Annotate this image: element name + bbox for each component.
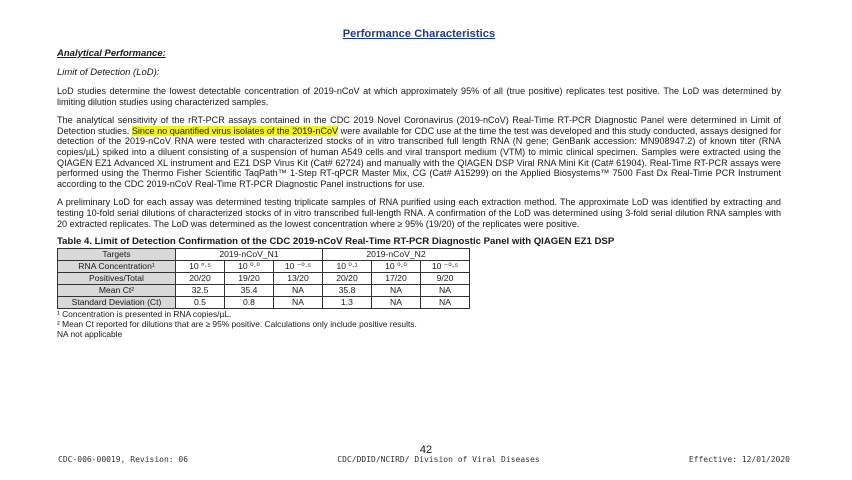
table-cell: 19/20 xyxy=(225,272,274,284)
footer-effective-date: Effective: 12/01/2020 xyxy=(688,455,790,464)
row-label: Mean Ct² xyxy=(58,284,176,296)
table-cell: 0.8 xyxy=(225,296,274,308)
table-cell: NA xyxy=(372,284,421,296)
paragraph-preliminary-lod: A preliminary LoD for each assay was determined testing triplicate samples of RNA purified using each extraction method. The approximate LoD was identified by extracting and testing 10-fold serial dilutions of characterized stocks of in vitro transcribed full-length RNA. A confirmation of the LoD was determined using 3-fold serial dilution RNA samples with 20 extracted replicates. The LoD was determined as the lowest concentration where ≥ 95% (19/20) of the replicates were positive. xyxy=(57,197,781,229)
page-title: Performance Characteristics xyxy=(342,28,496,40)
page-number: 42 xyxy=(419,444,433,456)
row-label: RNA Concentration¹ xyxy=(58,260,176,272)
subsection-heading-lod: Limit of Detection (LoD): xyxy=(57,67,160,78)
paragraph-text: The analytical sensitivity of the rRT-PCR assays contained in the CDC 2019 Novel Coronavirus (2019-nCoV) Real-Time RT-PCR Diagnostic Panel were determined in Limit of Detection studies. xyxy=(57,115,781,136)
table-cell: 35.8 xyxy=(323,284,372,296)
table-cell: 17/20 xyxy=(372,272,421,284)
table-cell: 10 ⁰·¹ xyxy=(323,260,372,272)
table-cell: 35.4 xyxy=(225,284,274,296)
footnote-mean-ct: ² Mean Ct reported for dilutions that are ≥ 95% positive. Calculations only include positive results. xyxy=(57,318,417,329)
paragraph-text: were available for CDC use at the time the test was developed and this study conducted, assays designed for detection of the 2019-nCoV RNA were tested with characterized stocks of in vitro transcribed full length RNA (N gene; GenBank accession: MN908947.2) of known titer (RNA copies/µL) spiked into a diluent consisting of a suspension of human A549 cells and viral transport medium (VTM) to mimic clinical specimen. Samples were extracted using the QIAGEN EZ1 Advanced XL instrument and EZ1 DSP Virus Kit (Cat# 62724) and manually with the QIAGEN DSP Viral RNA Mini Kit (Cat# 61904). Real-Time RT-PCR assays were performed using the Thermo Fisher Scientific TaqPath™ 1-Step RT-qPCR Master Mix, CG (Cat# A15299) on the Applied Biosystems™ 7500 Fast Dx Real-Time PCR Instrument according to the CDC 2019-nCoV Real-Time RT-PCR Diagnostic Panel instructions for use. xyxy=(57,125,781,189)
table-row xyxy=(58,260,470,272)
table-cell: NA xyxy=(274,296,323,308)
footnote-concentration: ¹ Concentration is presented in RNA copies/µL. xyxy=(57,308,232,319)
table-cell: 10 ⁻⁰·⁵ xyxy=(421,260,470,272)
highlighted-text: Since no quantified virus isolates of the 2019-nCoV xyxy=(131,125,339,136)
table-cell: 20/20 xyxy=(323,272,372,284)
paragraph-analytical-sensitivity xyxy=(57,115,781,189)
document-page xyxy=(57,28,781,339)
table-header-row xyxy=(58,248,470,260)
table-row xyxy=(58,296,470,308)
row-label: Positives/Total xyxy=(58,272,176,284)
footer-document-id: CDC-006-00019, Revision: 06 xyxy=(58,455,189,464)
section-heading-analytical: Analytical Performance: xyxy=(57,48,166,59)
row-label: Standard Deviation (Ct) xyxy=(58,296,176,308)
table-cell: 10 °·⁵ xyxy=(176,260,225,272)
table-cell: 13/20 xyxy=(274,272,323,284)
table-cell: 1.3 xyxy=(323,296,372,308)
table-cell: NA xyxy=(274,284,323,296)
table-cell: 0.5 xyxy=(176,296,225,308)
table-cell: 10 ⁰·⁰ xyxy=(225,260,274,272)
page-footer xyxy=(58,455,790,464)
table-cell: 20/20 xyxy=(176,272,225,284)
table-cell: NA xyxy=(421,296,470,308)
table-caption: Table 4. Limit of Detection Confirmation of the CDC 2019-nCoV Real-Time RT-PCR Diagnostic Panel with QIAGEN EZ1 DSP xyxy=(57,236,615,248)
paragraph-lod-definition: LoD studies determine the lowest detectable concentration of 2019-nCoV at which approximately 95% of all (true positive) replicates test positive. The LoD was determined by limiting dilution studies using characterized samples. xyxy=(57,86,781,107)
table-row xyxy=(58,272,470,284)
table-cell: 10 ⁻⁰·⁵ xyxy=(274,260,323,272)
table-row xyxy=(58,284,470,296)
table-cell: 32.5 xyxy=(176,284,225,296)
table-header-n2: 2019-nCoV_N2 xyxy=(323,248,470,260)
footer-division: CDC/DDID/NCIRD/ Division of Viral Diseases xyxy=(337,455,540,464)
table-cell: NA xyxy=(421,284,470,296)
table-cell: NA xyxy=(372,296,421,308)
table-cell: 9/20 xyxy=(421,272,470,284)
lod-table xyxy=(57,248,470,309)
table-header-n1: 2019-nCoV_N1 xyxy=(176,248,323,260)
table-header-targets: Targets xyxy=(58,248,176,260)
footnote-na: NA not applicable xyxy=(57,328,123,339)
table-cell: 10 ⁰·⁰ xyxy=(372,260,421,272)
